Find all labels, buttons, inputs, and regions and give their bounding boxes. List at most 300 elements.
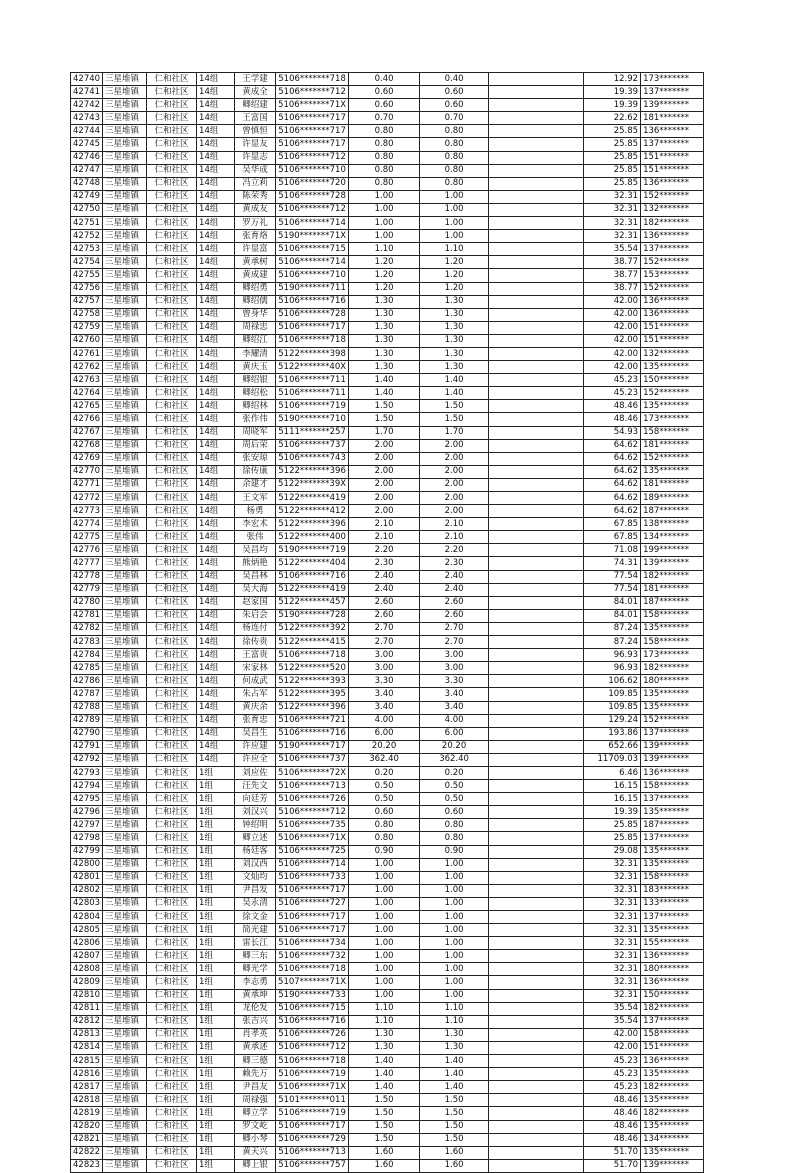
community-cell: 仁和社区 xyxy=(147,884,197,897)
group-cell: 14组 xyxy=(197,190,235,203)
community-cell: 仁和社区 xyxy=(147,583,197,596)
group-cell: 14组 xyxy=(197,387,235,400)
group-cell: 1组 xyxy=(197,950,235,963)
id-number-cell: 5106*******711 xyxy=(276,374,349,387)
phone-cell: 135******* xyxy=(641,845,704,858)
area1-cell: 0.80 xyxy=(349,151,420,164)
amount-cell: 19.39 xyxy=(584,86,641,99)
area2-cell: 0.80 xyxy=(420,819,489,832)
area1-cell: 1.10 xyxy=(349,1002,420,1015)
id-number-cell: 5106*******717 xyxy=(276,924,349,937)
area2-cell: 20.20 xyxy=(420,740,489,753)
table-row xyxy=(71,452,704,465)
community-cell: 仁和社区 xyxy=(147,1068,197,1081)
amount-cell: 64.62 xyxy=(584,505,641,518)
table-row xyxy=(71,1002,704,1015)
group-cell: 1组 xyxy=(197,911,235,924)
group-cell: 14组 xyxy=(197,439,235,452)
area2-cell: 1.00 xyxy=(420,897,489,910)
amount-cell: 19.39 xyxy=(584,99,641,112)
row-number-cell: 42801 xyxy=(71,871,103,884)
area2-cell: 2.00 xyxy=(420,439,489,452)
community-cell: 仁和社区 xyxy=(147,911,197,924)
amount-cell: 32.31 xyxy=(584,858,641,871)
phone-cell: 151******* xyxy=(641,1041,704,1054)
name-cell: 刘汉兴 xyxy=(235,806,276,819)
town-cell: 三星堆镇 xyxy=(103,793,147,806)
remark-cell xyxy=(489,99,584,112)
area2-cell: 0.20 xyxy=(420,766,489,779)
name-cell: 杨勇 xyxy=(235,505,276,518)
group-cell: 1组 xyxy=(197,1133,235,1146)
remark-cell xyxy=(489,308,584,321)
community-cell: 仁和社区 xyxy=(147,793,197,806)
group-cell: 14组 xyxy=(197,230,235,243)
group-cell: 14组 xyxy=(197,636,235,649)
row-number-cell: 42805 xyxy=(71,924,103,937)
phone-cell: 139******* xyxy=(641,557,704,570)
id-number-cell: 5106*******716 xyxy=(276,295,349,308)
group-cell: 1组 xyxy=(197,806,235,819)
group-cell: 1组 xyxy=(197,1120,235,1133)
row-number-cell: 42757 xyxy=(71,295,103,308)
area1-cell: 0.40 xyxy=(349,73,420,86)
remark-cell xyxy=(489,688,584,701)
remark-cell xyxy=(489,203,584,216)
area2-cell: 1.00 xyxy=(420,217,489,230)
town-cell: 三星堆镇 xyxy=(103,413,147,426)
amount-cell: 32.31 xyxy=(584,963,641,976)
community-cell: 仁和社区 xyxy=(147,989,197,1002)
community-cell: 仁和社区 xyxy=(147,675,197,688)
amount-cell: 45.23 xyxy=(584,1068,641,1081)
area1-cell: 2.70 xyxy=(349,622,420,635)
town-cell: 三星堆镇 xyxy=(103,295,147,308)
community-cell: 仁和社区 xyxy=(147,217,197,230)
remark-cell xyxy=(489,400,584,413)
name-cell: 卿绍林 xyxy=(235,400,276,413)
town-cell: 三星堆镇 xyxy=(103,753,147,766)
name-cell: 王富国 xyxy=(235,112,276,125)
town-cell: 三星堆镇 xyxy=(103,858,147,871)
name-cell: 余建才 xyxy=(235,478,276,491)
group-cell: 14组 xyxy=(197,295,235,308)
id-number-cell: 5106*******717 xyxy=(276,321,349,334)
phone-cell: 135******* xyxy=(641,1094,704,1107)
community-cell: 仁和社区 xyxy=(147,845,197,858)
community-cell: 仁和社区 xyxy=(147,73,197,86)
phone-cell: 158******* xyxy=(641,780,704,793)
area2-cell: 1.00 xyxy=(420,963,489,976)
phone-cell: 136******* xyxy=(641,125,704,138)
phone-cell: 136******* xyxy=(641,295,704,308)
group-cell: 1组 xyxy=(197,1041,235,1054)
amount-cell: 84.01 xyxy=(584,609,641,622)
phone-cell: 135******* xyxy=(641,924,704,937)
area1-cell: 1.50 xyxy=(349,1094,420,1107)
table-row xyxy=(71,766,704,779)
community-cell: 仁和社区 xyxy=(147,86,197,99)
row-number-cell: 42777 xyxy=(71,557,103,570)
id-number-cell: 5106*******719 xyxy=(276,1068,349,1081)
id-number-cell: 5190*******710 xyxy=(276,413,349,426)
area1-cell: 1.00 xyxy=(349,897,420,910)
area1-cell: 1.40 xyxy=(349,374,420,387)
amount-cell: 35.54 xyxy=(584,243,641,256)
table-row xyxy=(71,1159,704,1172)
area2-cell: 1.50 xyxy=(420,400,489,413)
phone-cell: 182******* xyxy=(641,662,704,675)
group-cell: 1组 xyxy=(197,1159,235,1172)
town-cell: 三星堆镇 xyxy=(103,1120,147,1133)
town-cell: 三星堆镇 xyxy=(103,701,147,714)
phone-cell: 139******* xyxy=(641,99,704,112)
id-number-cell: 5106*******717 xyxy=(276,112,349,125)
community-cell: 仁和社区 xyxy=(147,609,197,622)
area2-cell: 2.20 xyxy=(420,544,489,557)
area2-cell: 3.00 xyxy=(420,662,489,675)
table-row xyxy=(71,1146,704,1159)
amount-cell: 32.31 xyxy=(584,976,641,989)
group-cell: 1组 xyxy=(197,924,235,937)
id-number-cell: 5106*******737 xyxy=(276,753,349,766)
area2-cell: 1.10 xyxy=(420,243,489,256)
area1-cell: 2.60 xyxy=(349,609,420,622)
row-number-cell: 42768 xyxy=(71,439,103,452)
area1-cell: 0.80 xyxy=(349,138,420,151)
id-number-cell: 5106*******717 xyxy=(276,125,349,138)
id-number-cell: 5106*******710 xyxy=(276,164,349,177)
name-cell: 何成武 xyxy=(235,675,276,688)
town-cell: 三星堆镇 xyxy=(103,151,147,164)
group-cell: 14组 xyxy=(197,557,235,570)
town-cell: 三星堆镇 xyxy=(103,963,147,976)
community-cell: 仁和社区 xyxy=(147,321,197,334)
town-cell: 三星堆镇 xyxy=(103,164,147,177)
community-cell: 仁和社区 xyxy=(147,361,197,374)
name-cell: 李耀清 xyxy=(235,347,276,360)
area2-cell: 1.50 xyxy=(420,1120,489,1133)
remark-cell xyxy=(489,151,584,164)
table-row xyxy=(71,1055,704,1068)
area1-cell: 1.00 xyxy=(349,871,420,884)
remark-cell xyxy=(489,911,584,924)
name-cell: 赵家国 xyxy=(235,596,276,609)
area1-cell: 1.10 xyxy=(349,1015,420,1028)
community-cell: 仁和社区 xyxy=(147,1133,197,1146)
row-number-cell: 42794 xyxy=(71,780,103,793)
area2-cell: 2.30 xyxy=(420,557,489,570)
area1-cell: 2.30 xyxy=(349,557,420,570)
group-cell: 14组 xyxy=(197,727,235,740)
town-cell: 三星堆镇 xyxy=(103,243,147,256)
id-number-cell: 5106*******720 xyxy=(276,177,349,190)
table-row xyxy=(71,86,704,99)
group-cell: 1组 xyxy=(197,1002,235,1015)
amount-cell: 32.31 xyxy=(584,230,641,243)
amount-cell: 64.62 xyxy=(584,492,641,505)
town-cell: 三星堆镇 xyxy=(103,426,147,439)
phone-cell: 158******* xyxy=(641,1028,704,1041)
phone-cell: 153******* xyxy=(641,269,704,282)
phone-cell: 132******* xyxy=(641,347,704,360)
name-cell: 钟绍明 xyxy=(235,819,276,832)
area1-cell: 1.30 xyxy=(349,361,420,374)
id-number-cell: 5106*******714 xyxy=(276,217,349,230)
name-cell: 许显志 xyxy=(235,151,276,164)
area2-cell: 362.40 xyxy=(420,753,489,766)
table-row xyxy=(71,897,704,910)
area2-cell: 3.40 xyxy=(420,701,489,714)
id-number-cell: 5122*******39X xyxy=(276,478,349,491)
town-cell: 三星堆镇 xyxy=(103,740,147,753)
area1-cell: 1.70 xyxy=(349,426,420,439)
area1-cell: 0.60 xyxy=(349,99,420,112)
row-number-cell: 42807 xyxy=(71,950,103,963)
amount-cell: 48.46 xyxy=(584,1120,641,1133)
remark-cell xyxy=(489,1068,584,1081)
town-cell: 三星堆镇 xyxy=(103,1055,147,1068)
remark-cell xyxy=(489,387,584,400)
table-row xyxy=(71,269,704,282)
remark-cell xyxy=(489,413,584,426)
name-cell: 吴大海 xyxy=(235,583,276,596)
community-cell: 仁和社区 xyxy=(147,256,197,269)
group-cell: 1组 xyxy=(197,780,235,793)
community-cell: 仁和社区 xyxy=(147,753,197,766)
remark-cell xyxy=(489,596,584,609)
row-number-cell: 42778 xyxy=(71,570,103,583)
amount-cell: 32.31 xyxy=(584,897,641,910)
group-cell: 1组 xyxy=(197,897,235,910)
table-row xyxy=(71,845,704,858)
group-cell: 1组 xyxy=(197,858,235,871)
id-number-cell: 5106*******713 xyxy=(276,780,349,793)
table-row xyxy=(71,492,704,505)
town-cell: 三星堆镇 xyxy=(103,609,147,622)
group-cell: 14组 xyxy=(197,662,235,675)
name-cell: 黄承坤 xyxy=(235,989,276,1002)
area2-cell: 1.00 xyxy=(420,871,489,884)
id-number-cell: 5122*******415 xyxy=(276,636,349,649)
amount-cell: 48.46 xyxy=(584,1094,641,1107)
phone-cell: 155******* xyxy=(641,937,704,950)
area1-cell: 1.00 xyxy=(349,924,420,937)
area2-cell: 2.60 xyxy=(420,596,489,609)
name-cell: 赖先万 xyxy=(235,1068,276,1081)
community-cell: 仁和社区 xyxy=(147,452,197,465)
area1-cell: 1.60 xyxy=(349,1159,420,1172)
amount-cell: 35.54 xyxy=(584,1015,641,1028)
remark-cell xyxy=(489,138,584,151)
area1-cell: 3.00 xyxy=(349,649,420,662)
town-cell: 三星堆镇 xyxy=(103,832,147,845)
town-cell: 三星堆镇 xyxy=(103,177,147,190)
name-cell: 徐传康 xyxy=(235,465,276,478)
town-cell: 三星堆镇 xyxy=(103,727,147,740)
town-cell: 三星堆镇 xyxy=(103,387,147,400)
phone-cell: 158******* xyxy=(641,871,704,884)
table-row xyxy=(71,806,704,819)
table-row xyxy=(71,609,704,622)
group-cell: 14组 xyxy=(197,531,235,544)
area2-cell: 1.00 xyxy=(420,937,489,950)
area1-cell: 0.60 xyxy=(349,806,420,819)
area1-cell: 1.00 xyxy=(349,203,420,216)
row-number-cell: 42752 xyxy=(71,230,103,243)
table-row xyxy=(71,753,704,766)
remark-cell xyxy=(489,806,584,819)
row-number-cell: 42744 xyxy=(71,125,103,138)
town-cell: 三星堆镇 xyxy=(103,86,147,99)
phone-cell: 158******* xyxy=(641,636,704,649)
id-number-cell: 5106*******727 xyxy=(276,897,349,910)
area2-cell: 0.60 xyxy=(420,99,489,112)
area2-cell: 1.40 xyxy=(420,1081,489,1094)
town-cell: 三星堆镇 xyxy=(103,911,147,924)
remark-cell xyxy=(489,845,584,858)
remark-cell xyxy=(489,740,584,753)
remark-cell xyxy=(489,452,584,465)
remark-cell xyxy=(489,321,584,334)
phone-cell: 136******* xyxy=(641,976,704,989)
phone-cell: 152******* xyxy=(641,256,704,269)
amount-cell: 32.31 xyxy=(584,924,641,937)
row-number-cell: 42781 xyxy=(71,609,103,622)
phone-cell: 151******* xyxy=(641,151,704,164)
area2-cell: 1.00 xyxy=(420,911,489,924)
town-cell: 三星堆镇 xyxy=(103,950,147,963)
remark-cell xyxy=(489,86,584,99)
phone-cell: 135******* xyxy=(641,622,704,635)
name-cell: 黄承树 xyxy=(235,256,276,269)
name-cell: 卿绍银 xyxy=(235,374,276,387)
amount-cell: 38.77 xyxy=(584,256,641,269)
id-number-cell: 5122*******396 xyxy=(276,701,349,714)
area2-cell: 1.50 xyxy=(420,1133,489,1146)
community-cell: 仁和社区 xyxy=(147,295,197,308)
id-number-cell: 5190*******728 xyxy=(276,609,349,622)
remark-cell xyxy=(489,217,584,230)
community-cell: 仁和社区 xyxy=(147,976,197,989)
phone-cell: 173******* xyxy=(641,413,704,426)
id-number-cell: 5106*******71X xyxy=(276,1081,349,1094)
phone-cell: 136******* xyxy=(641,950,704,963)
group-cell: 14组 xyxy=(197,518,235,531)
remark-cell xyxy=(489,439,584,452)
phone-cell: 135******* xyxy=(641,701,704,714)
row-number-cell: 42763 xyxy=(71,374,103,387)
amount-cell: 38.77 xyxy=(584,269,641,282)
area1-cell: 1.30 xyxy=(349,308,420,321)
name-cell: 吴昌林 xyxy=(235,570,276,583)
area2-cell: 1.70 xyxy=(420,426,489,439)
id-number-cell: 5122*******400 xyxy=(276,531,349,544)
name-cell: 冯立莉 xyxy=(235,177,276,190)
name-cell: 周禄忠 xyxy=(235,321,276,334)
town-cell: 三星堆镇 xyxy=(103,1028,147,1041)
amount-cell: 42.00 xyxy=(584,1028,641,1041)
phone-cell: 152******* xyxy=(641,387,704,400)
name-cell: 曾身华 xyxy=(235,308,276,321)
table-row xyxy=(71,544,704,557)
community-cell: 仁和社区 xyxy=(147,230,197,243)
area2-cell: 1.10 xyxy=(420,1002,489,1015)
amount-cell: 22.62 xyxy=(584,112,641,125)
amount-cell: 48.46 xyxy=(584,400,641,413)
community-cell: 仁和社区 xyxy=(147,478,197,491)
amount-cell: 25.85 xyxy=(584,164,641,177)
phone-cell: 199******* xyxy=(641,544,704,557)
community-cell: 仁和社区 xyxy=(147,413,197,426)
id-number-cell: 5111*******257 xyxy=(276,426,349,439)
amount-cell: 25.85 xyxy=(584,177,641,190)
community-cell: 仁和社区 xyxy=(147,269,197,282)
town-cell: 三星堆镇 xyxy=(103,400,147,413)
area1-cell: 1.50 xyxy=(349,1133,420,1146)
table-row xyxy=(71,1028,704,1041)
area2-cell: 1.40 xyxy=(420,1055,489,1068)
town-cell: 三星堆镇 xyxy=(103,544,147,557)
row-number-cell: 42741 xyxy=(71,86,103,99)
group-cell: 14组 xyxy=(197,701,235,714)
row-number-cell: 42814 xyxy=(71,1041,103,1054)
table-row xyxy=(71,531,704,544)
id-number-cell: 5106*******733 xyxy=(276,871,349,884)
table-row xyxy=(71,73,704,86)
name-cell: 汪先文 xyxy=(235,780,276,793)
community-cell: 仁和社区 xyxy=(147,937,197,950)
phone-cell: 134******* xyxy=(641,1133,704,1146)
id-number-cell: 5106*******728 xyxy=(276,308,349,321)
row-number-cell: 42816 xyxy=(71,1068,103,1081)
phone-cell: 182******* xyxy=(641,217,704,230)
name-cell: 卿小琴 xyxy=(235,1133,276,1146)
town-cell: 三星堆镇 xyxy=(103,190,147,203)
phone-cell: 152******* xyxy=(641,714,704,727)
id-number-cell: 5122*******419 xyxy=(276,492,349,505)
table-row xyxy=(71,675,704,688)
phone-cell: 181******* xyxy=(641,478,704,491)
id-number-cell: 5106*******712 xyxy=(276,806,349,819)
id-number-cell: 5122*******412 xyxy=(276,505,349,518)
id-number-cell: 5190*******719 xyxy=(276,544,349,557)
remark-cell xyxy=(489,531,584,544)
remark-cell xyxy=(489,714,584,727)
row-number-cell: 42822 xyxy=(71,1146,103,1159)
community-cell: 仁和社区 xyxy=(147,203,197,216)
area2-cell: 0.60 xyxy=(420,806,489,819)
row-number-cell: 42784 xyxy=(71,649,103,662)
area1-cell: 6.00 xyxy=(349,727,420,740)
phone-cell: 135******* xyxy=(641,1068,704,1081)
name-cell: 尹昌友 xyxy=(235,1081,276,1094)
community-cell: 仁和社区 xyxy=(147,570,197,583)
table-row xyxy=(71,636,704,649)
group-cell: 14组 xyxy=(197,138,235,151)
remark-cell xyxy=(489,636,584,649)
id-number-cell: 5106*******717 xyxy=(276,138,349,151)
table-row xyxy=(71,374,704,387)
row-number-cell: 42771 xyxy=(71,478,103,491)
phone-cell: 136******* xyxy=(641,308,704,321)
area2-cell: 1.30 xyxy=(420,308,489,321)
community-cell: 仁和社区 xyxy=(147,387,197,400)
community-cell: 仁和社区 xyxy=(147,1107,197,1120)
id-number-cell: 5106*******71X xyxy=(276,99,349,112)
id-number-cell: 5106*******717 xyxy=(276,884,349,897)
id-number-cell: 5106*******718 xyxy=(276,1055,349,1068)
